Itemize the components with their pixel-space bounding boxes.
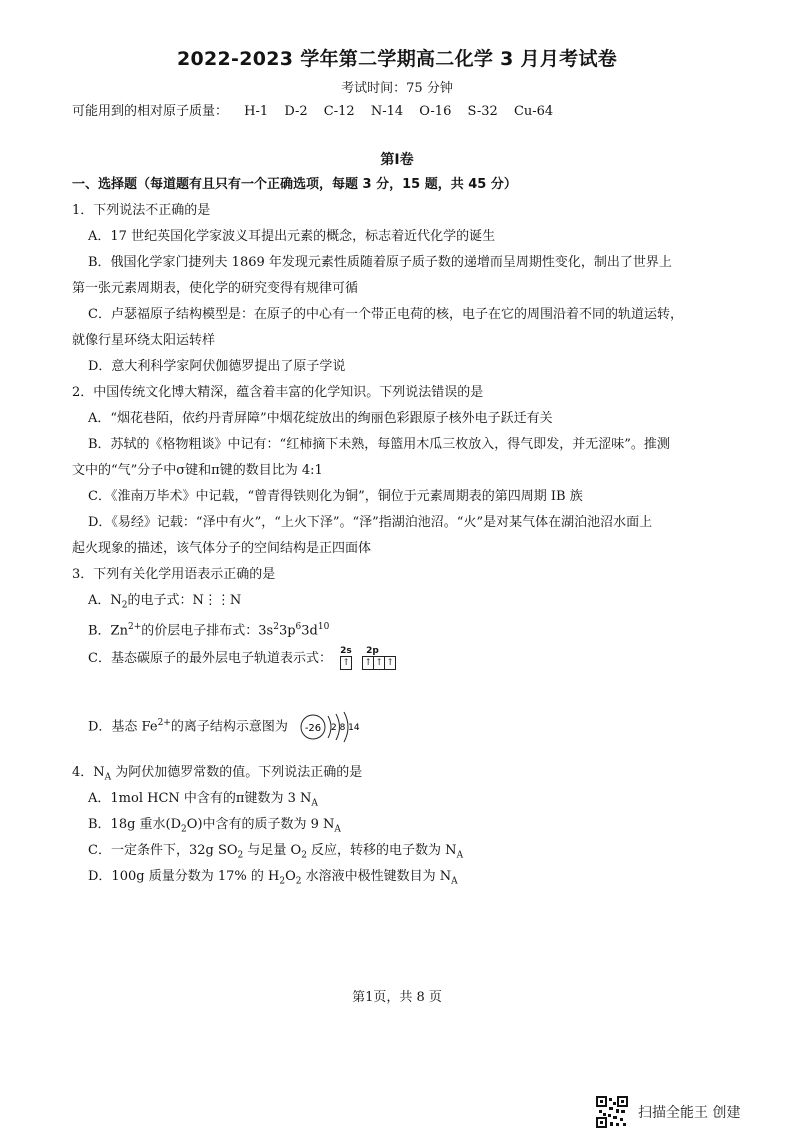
orbital-box: ↑ [373,656,385,670]
q2-option-c: C．《淮南万毕术》中记载，“曾青得铁则化为铜”，铜位于元素周期表的第四周期 IB 族 [88,489,583,504]
page-number: 第1页，共 8 页 [352,990,442,1005]
ion-structure-diagram [296,710,368,744]
q1-stem: 1．下列说法不正确的是 [72,203,211,218]
exam-title: 2022-2023 学年第二学期高二化学 3 月月考试卷 [176,48,618,70]
q2-stem: 2．中国传统文化博大精深，蕴含着丰富的化学知识。下列说法错误的是 [72,385,484,400]
orbital-label-2p: 2p [366,646,379,656]
q2-option-d-cont: 起火现象的描述，该气体分子的空间结构是正四面体 [72,541,372,556]
q1-option-c: C．卢瑟福原子结构模型是：在原子的中心有一个带正电荷的核，电子在它的周围沿着不同的轨道运转， [88,307,683,322]
masses-label: 可能用到的相对原子质量： [72,104,229,119]
q1-option-d: D．意大利科学家阿伏伽德罗提出了原子学说 [88,359,346,374]
shell-electrons: 2 8 14 [331,722,360,733]
watermark-label: 扫描全能王 创建 [638,1105,741,1121]
volume-heading: 第Ⅰ卷 [380,152,414,168]
q1-option-c-cont: 就像行星环绕太阳运转样 [72,333,216,348]
scanner-watermark [596,1094,740,1130]
q3-option-c: C．基态碳原子的最外层电子轨道表示式： 2s 2p ↑ ↑ ↑ ↑ [88,644,406,680]
q3-option-d: D．基态 $Fe^{2+}$的离子结构示意图为 -26 2 8 14 [88,706,368,740]
mass-item: N-14 [370,104,404,119]
q4-option-a: A．1mol HCN 中含有的π键数为 3 $N_A$ [88,791,318,809]
q4-option-c: C．一定条件下，32g $SO_2$ 与足量 $O_2$ 反应，转移的电子数为 $N_A$ [88,843,464,861]
orbital-box: ↑ [362,656,374,670]
q3-stem: 3．下列有关化学用语表示正确的是 [72,567,276,582]
mass-item: D-2 [284,104,308,119]
atomic-masses [72,103,553,121]
q2-option-b-cont: 文中的“气”分子中σ键和π键的数目比为 4:1 [72,463,323,478]
q1-option-b-cont: 第一张元素周期表，使化学的研究变得有规律可循 [72,281,359,296]
q2-option-b: B．苏轼的《格物粗谈》中记有：“红柿摘下未熟，每篮用木瓜三枚放入，得气即发，并无涩味”。推测 [88,437,670,452]
orbital-label-2s: 2s [340,646,352,656]
mass-item: S-32 [467,104,498,119]
mass-item: Cu-64 [513,104,554,119]
q4-option-b: B．18g 重水$(D_2O)$中含有的质子数为 9 $N_A$ [88,817,341,835]
q2-option-d: D．《易经》记载：“泽中有火”，“上火下泽”。“泽”指湖泊池沼。“火”是对某气体在湖泊池沼水面上 [88,515,653,530]
mass-item: O-16 [419,104,452,119]
q3-option-b: B．$Zn^{2+}$的价层电子排布式：$3s^23p^63d^{10}$ [88,622,330,639]
q4-stem: 4．$N_A$ 为阿伏加德罗常数的值。下列说法正确的是 [72,765,363,783]
nucleus-charge: -26 [304,722,322,734]
orbital-diagram [340,644,406,674]
q1-option-b: B．俄国化学家门捷列夫 1869 年发现元素性质随着原子质子数的递增而呈周期性变化，制出了世界上 [88,255,672,270]
section-heading: 一、选择题（每道题有且只有一个正确选项，每题 3 分，15 题，共 45 分） [72,177,517,192]
qr-code-icon [596,1096,628,1128]
orbital-box: ↑ [384,656,396,670]
q1-option-a: A．17 世纪英国化学家波义耳提出元素的概念，标志着近代化学的诞生 [88,229,496,244]
exam-time: 考试时间：75 分钟 [341,81,453,96]
mass-item: H-1 [244,104,269,119]
q2-option-a: A．“烟花巷陌，依约丹青屏障”中烟花绽放出的绚丽色彩跟原子核外电子跃迁有关 [88,411,553,426]
orbital-box: ↑ [340,656,352,670]
mass-item: C-12 [323,104,355,119]
q3-option-a: A．$N_2$的电子式：N⋮⋮N [88,593,242,611]
q4-option-d: D．100g 质量分数为 17% 的 $H_2O_2$ 水溶液中极性键数目为 $N_A$ [88,869,458,887]
